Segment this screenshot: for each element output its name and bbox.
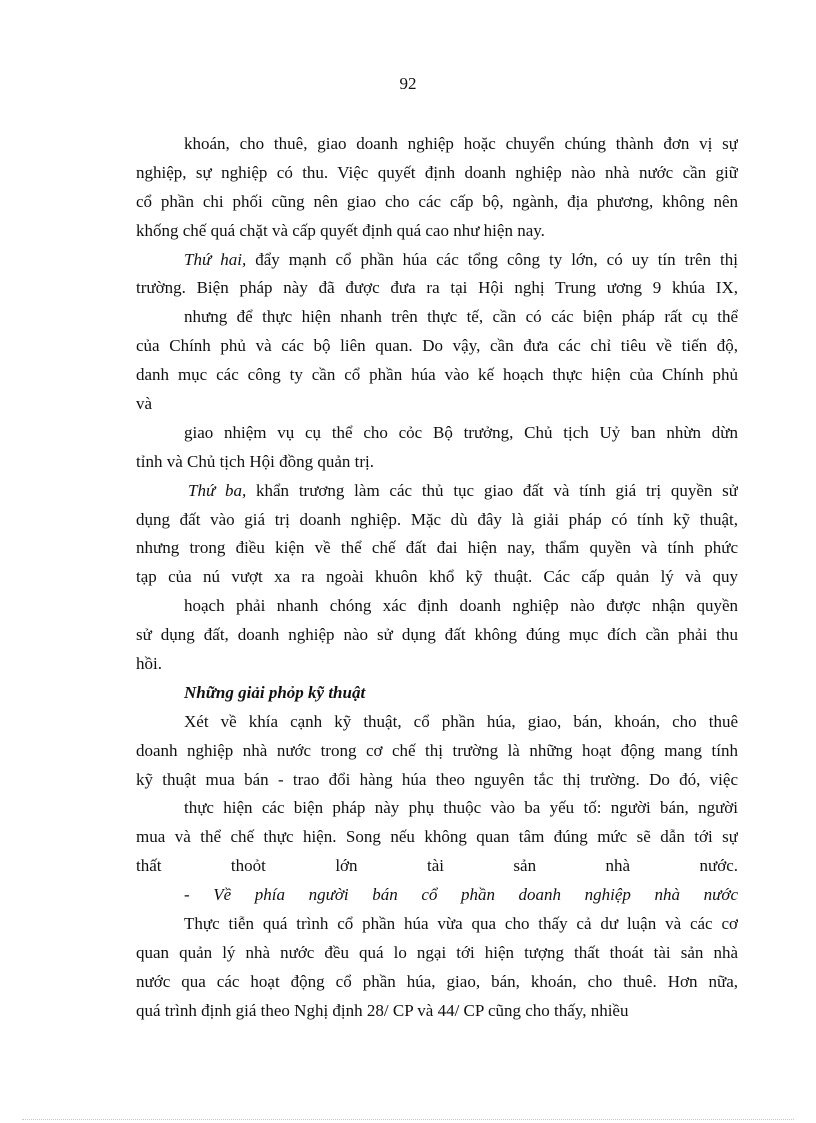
page-bottom-rule [22,1119,794,1120]
text-line: Xét về khía cạnh kỹ thuật, cổ phần húa, giao, bán, khoán, cho thuê [184,711,738,731]
text-line: nghiệp, sự nghiệp có thu. Việc quyết định doanh nghiệp nào nhà nước cần giữ [136,162,738,182]
text-line: quá trình định giá theo Nghị định 28/ CP và 44/ CP cũng cho thấy, nhiều [136,1000,629,1020]
text-line: thực hiện các biện pháp này phụ thuộc vào ba yếu tố: người bán, người [184,798,738,818]
sub-heading: - Về phía người bán cổ phần doanh nghiệp nhà nước [184,885,738,905]
body-text [136,130,738,1026]
text-line: và [136,394,153,414]
enumeration-label: Thứ hai, [184,249,247,269]
text-line: nhưng để thực hiện nhanh trên thực tế, cần có các biện pháp rất cụ thể [184,307,738,327]
text-line: hoạch phải nhanh chóng xác định doanh nghiệp nào được nhận quyền [184,596,738,616]
text-line: nhưng trong điều kiện về thể chế đất đai hiện nay, thẩm quyền và tính phức [136,538,738,558]
text-line: kỹ thuật mua bán - trao đổi hàng húa theo nguyên tắc thị trường. Do đó, việc [136,769,738,789]
text-line: khống chế quá chặt và cấp quyết định quá cao như hiện nay. [136,220,545,240]
text-line: hồi. [136,654,162,674]
text-line: cổ phần chi phối cũng nên giao cho các cấp bộ, ngành, địa phương, không nên [136,191,738,211]
enumeration-label: Thứ ba, [188,480,247,500]
text-line: trường. Biện pháp này đã được đưa ra tại Hội nghị Trung ương 9 khúa IX, [136,278,738,298]
text-line: tạp của nú vượt xa ra ngoài khuôn khổ kỹ thuật. Các cấp quản lý và quy [136,567,738,587]
text-line: Thực tiễn quá trình cổ phần húa vừa qua cho thấy cả dư luận và các cơ [184,914,738,934]
text-line: thất thoỏt lớn tài sản nhà nước. [136,856,738,876]
text-line [136,477,738,506]
text-line: nước qua các hoạt động cổ phần húa, giao, bán, khoán, cho thuê. Hơn nữa, [136,971,738,991]
text-line: quan quản lý nhà nước đều quá lo ngại tới hiện tượng thất thoát tài sản nhà [136,942,738,962]
text-line: giao nhiệm vụ cụ thể cho cỏc Bộ trưởng, Chủ tịch Uỷ ban nhừn dừn [184,422,738,442]
text-line: của Chính phủ và các bộ liên quan. Do vậy, cần đưa các chỉ tiêu về tiến độ, [136,336,738,356]
text-line: mua và thể chế thực hiện. Song nếu không quan tâm đúng mức sẽ dẫn tới sự [136,827,738,847]
text-line: tỉnh và Chủ tịch Hội đồng quản trị. [136,451,374,471]
text-line [136,246,738,275]
page-number: 92 [399,74,417,93]
text-line: doanh nghiệp nhà nước trong cơ chế thị trường là những hoạt động mang tính [136,740,738,760]
text-line: sử dụng đất, doanh nghiệp nào sử dụng đất không đúng mục đích cần phải thu [136,625,738,645]
text-line-rest: đẩy mạnh cổ phần húa các tổng công ty lớn, có uy tín trên thị [246,249,738,269]
text-line-rest: khẩn trương làm các thủ tục giao đất và tính giá trị quyền sử [246,480,738,500]
text-line: dụng đất vào giá trị doanh nghiệp. Mặc dù đây là giải pháp có tính kỹ thuật, [136,509,738,529]
section-heading: Những giải phỏp kỹ thuật [184,682,366,702]
text-line: khoán, cho thuê, giao doanh nghiệp hoặc chuyển chúng thành đơn vị sự [184,134,738,153]
text-line: danh mục các công ty cần cổ phần húa vào kế hoạch thực hiện của Chính phủ [136,365,738,385]
